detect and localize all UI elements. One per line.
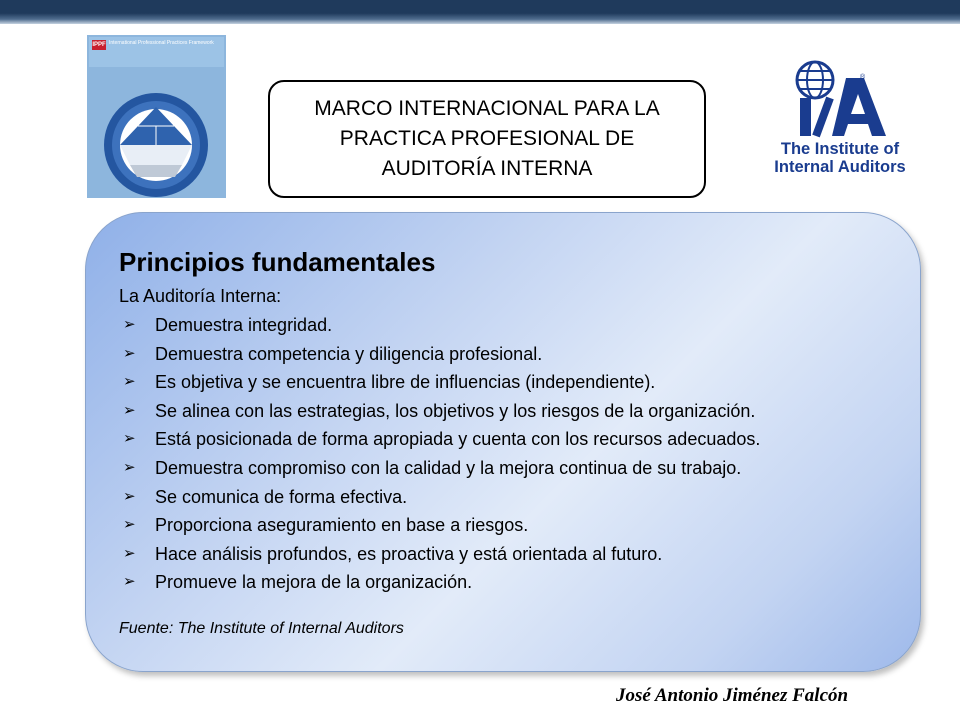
ippf-title: International Professional Practices Framework (109, 40, 214, 46)
list-item-text: Hace análisis profundos, es proactiva y está orientada al futuro. (155, 543, 663, 564)
arrowhead-bullet-icon: ➢ (123, 544, 136, 562)
ippf-badge: IPPF (92, 42, 106, 48)
globe-ia-icon (760, 58, 920, 140)
arrowhead-bullet-icon: ➢ (123, 516, 136, 534)
iia-name (760, 140, 920, 176)
list-item (119, 511, 760, 540)
list-item-text: Demuestra competencia y diligencia profesional. (155, 343, 543, 364)
list-item-text: Se comunica de forma efectiva. (155, 486, 408, 507)
list-item (119, 540, 760, 569)
panel-heading: Principios fundamentales (119, 247, 436, 277)
arrowhead-bullet-icon: ➢ (123, 458, 136, 476)
title-line-3: AUDITORÍA INTERNA (381, 157, 593, 180)
arrowhead-bullet-icon: ➢ (123, 487, 136, 505)
list-item (119, 340, 760, 369)
iia-name-line-1: The Institute of (780, 140, 900, 158)
list-item-text: Demuestra integridad. (155, 315, 333, 335)
iia-logo (760, 58, 920, 182)
panel-intro: La Auditoría Interna: (119, 286, 282, 306)
principles-panel (85, 212, 921, 672)
iia-name-line-2: Internal Auditors (774, 158, 906, 176)
ippf-framework-image (87, 35, 226, 198)
list-item-text: Es objetiva y se encuentra libre de influencias (independiente). (155, 372, 656, 393)
arrowhead-bullet-icon: ➢ (123, 344, 136, 362)
arrowhead-bullet-icon: ➢ (123, 373, 136, 391)
arrowhead-bullet-icon: ➢ (123, 401, 136, 419)
list-item (119, 368, 760, 397)
list-item (119, 454, 760, 483)
arrowhead-bullet-icon: ➢ (123, 316, 136, 333)
source-note: Fuente: The Institute of Internal Auditors (119, 620, 404, 637)
arrowhead-bullet-icon: ➢ (123, 430, 136, 448)
author-signature: José Antonio Jiménez Falcón (616, 685, 849, 706)
list-item-text: Está posicionada de forma apropiada y cuenta con los recursos adecuados. (155, 429, 761, 450)
registered-mark: ® (860, 74, 866, 81)
list-item (119, 425, 760, 454)
list-item (119, 311, 760, 340)
list-item-text: Proporciona aseguramiento en base a riesgos. (155, 515, 529, 536)
ippf-diagram-icon (87, 35, 226, 198)
list-item (119, 397, 760, 426)
list-item-text: Se alinea con las estrategias, los objetivos y los riesgos de la organización. (155, 400, 756, 421)
list-item-text: Promueve la mejora de la organización. (155, 572, 473, 593)
arrowhead-bullet-icon: ➢ (123, 573, 136, 591)
top-banner (0, 0, 960, 24)
slide-title-box (268, 80, 706, 198)
list-item-text: Demuestra compromiso con la calidad y la mejora continua de su trabajo. (155, 457, 742, 478)
title-line-2: PRACTICA PROFESIONAL DE (339, 127, 635, 150)
list-item (119, 568, 760, 597)
title-line-1: MARCO INTERNACIONAL PARA LA (314, 97, 660, 120)
principles-list (119, 311, 760, 597)
list-item (119, 483, 760, 512)
